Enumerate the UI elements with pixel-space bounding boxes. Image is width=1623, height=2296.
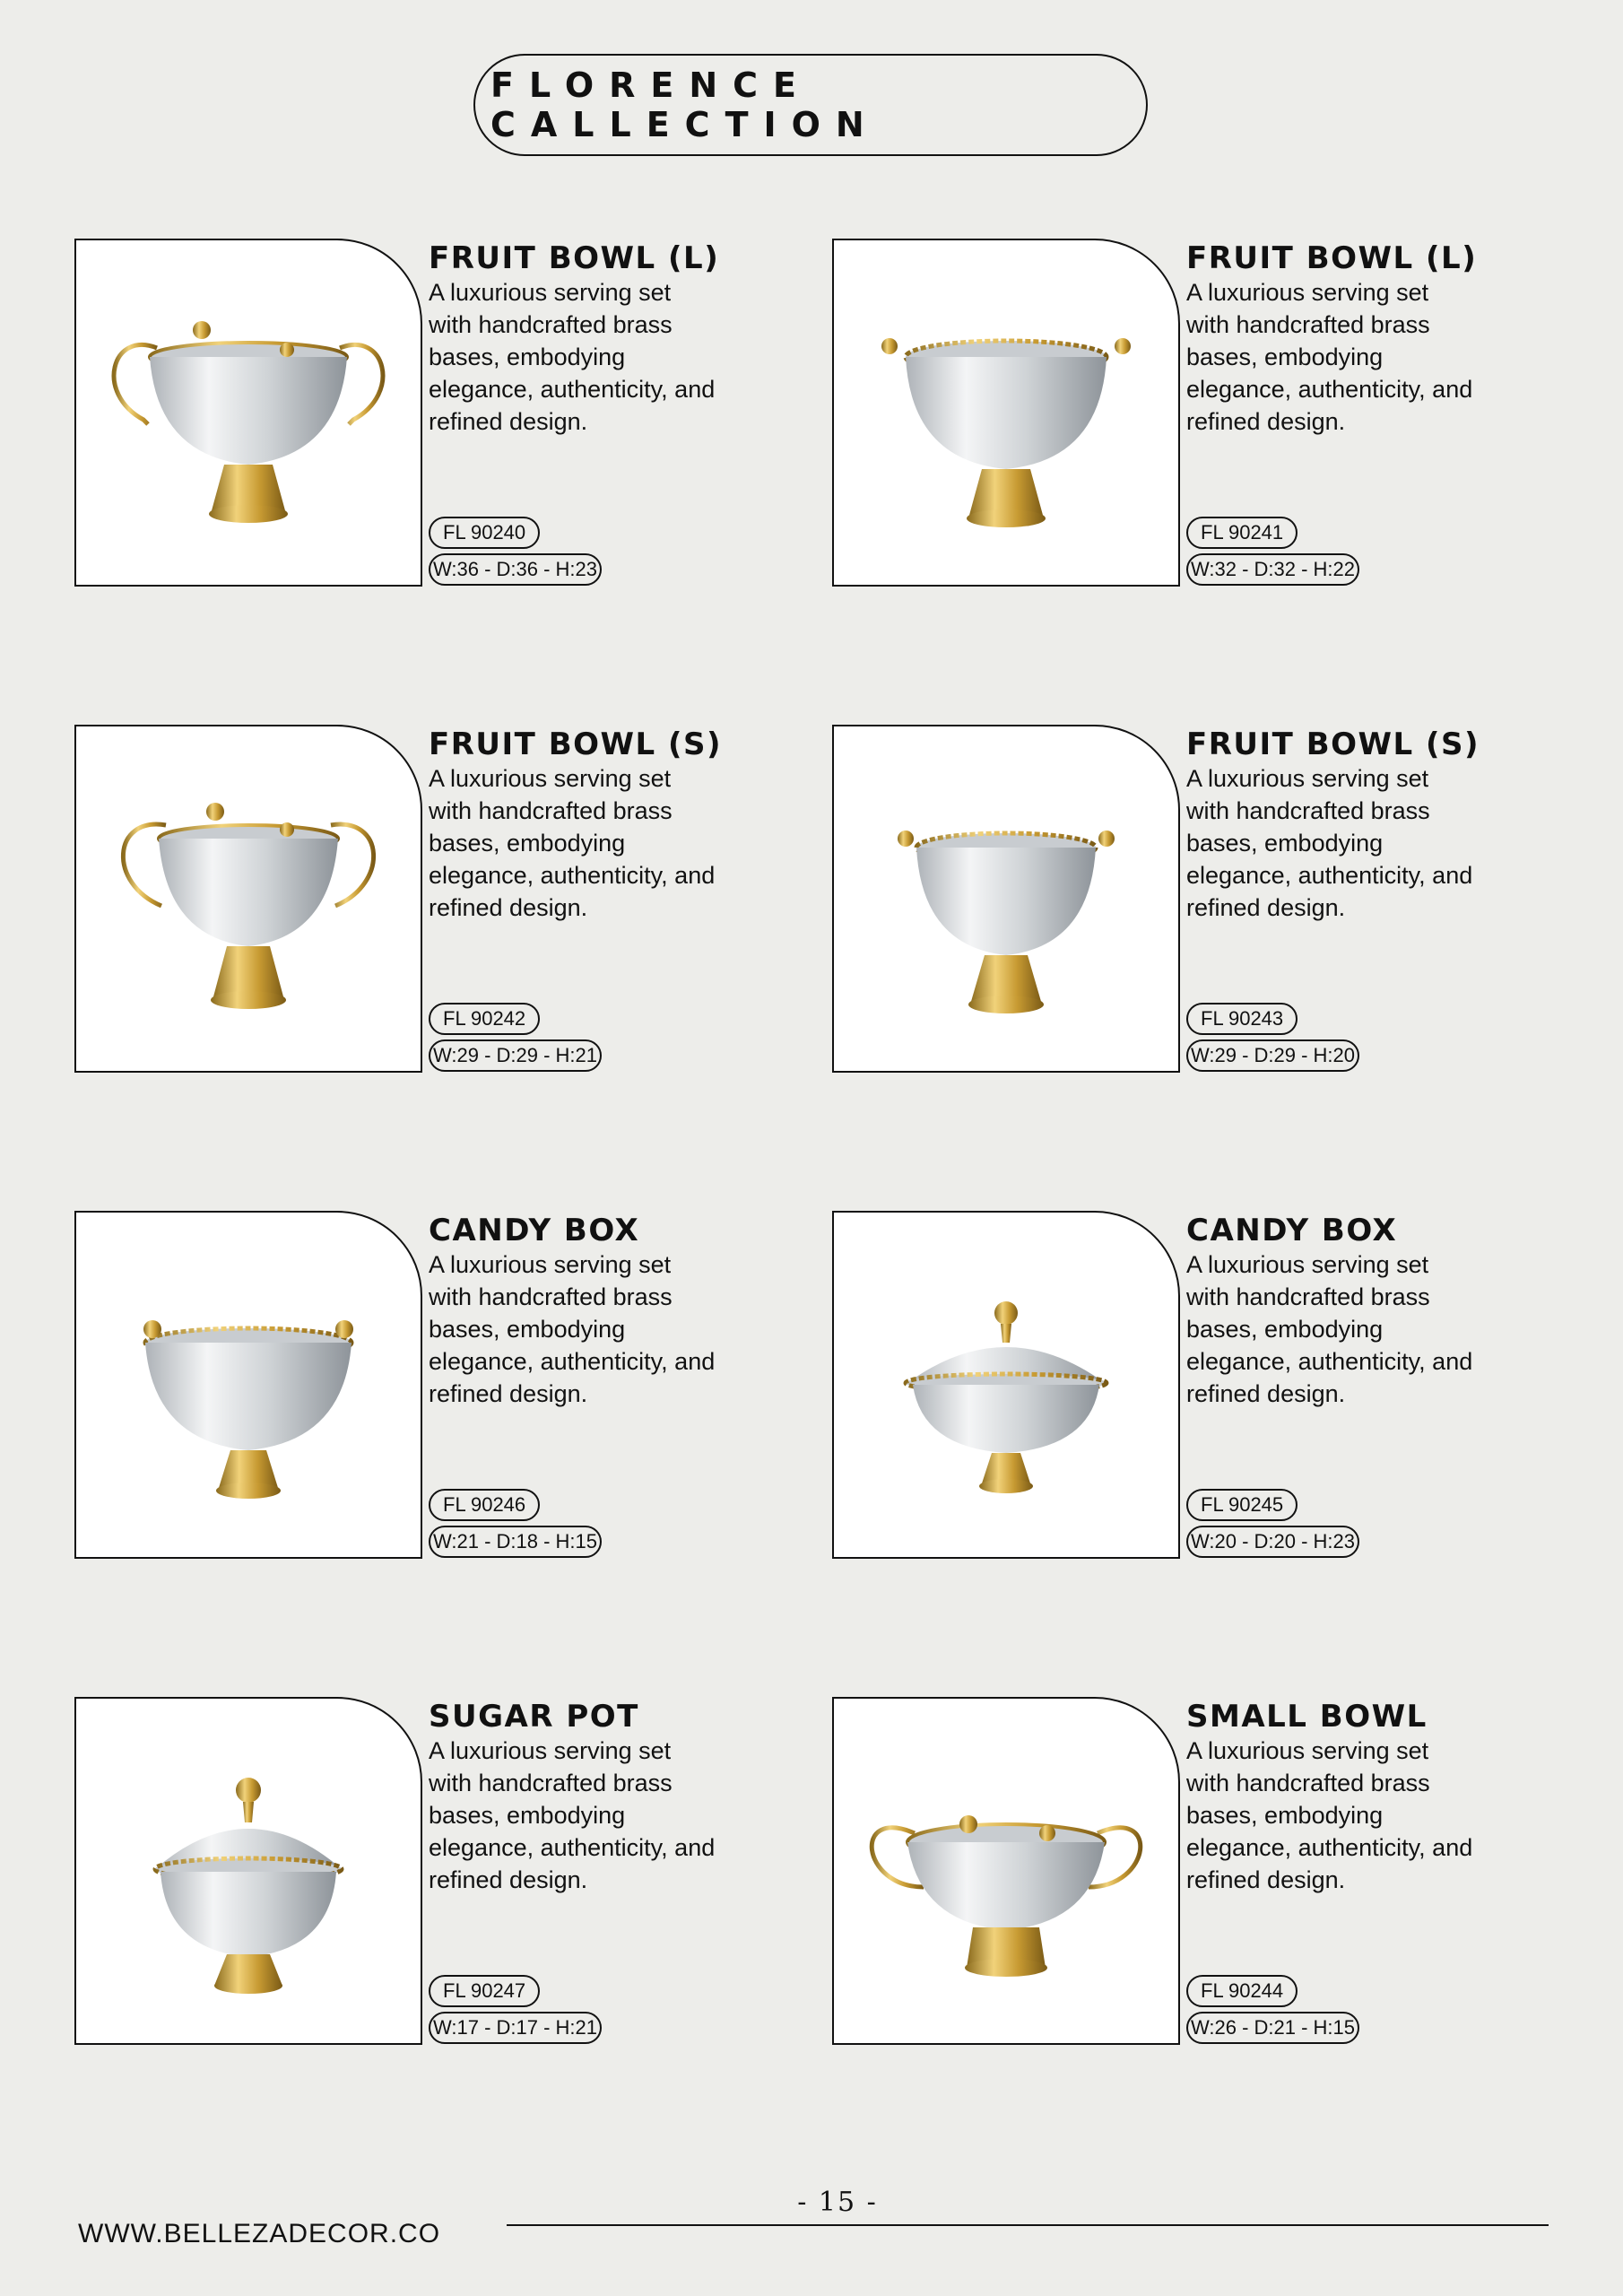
lidded-candy-box-image <box>834 1213 1178 1557</box>
product-image-frame <box>74 239 422 587</box>
candy-bowl-image <box>76 1213 421 1557</box>
product-name: FRUIT BOWL (L) <box>429 240 720 276</box>
bowl-with-handles-image <box>76 240 421 585</box>
product-code-badge: FL 90243 <box>1186 1003 1298 1035</box>
product-image-frame <box>832 725 1180 1073</box>
product-dimensions-badge: W:32 - D:32 - H:22 <box>1186 553 1359 586</box>
product-dimensions-badge: W:21 - D:18 - H:15 <box>429 1526 602 1558</box>
rope-rim-bowl-image <box>834 240 1178 585</box>
product-name: FRUIT BOWL (L) <box>1186 240 1478 276</box>
product-image-frame <box>832 1697 1180 2045</box>
product-info <box>1186 239 1545 438</box>
product-description: A luxurious serving set with handcrafted brass bases, embodying elegance, authenticity, and refined design. <box>429 765 716 921</box>
product-image-frame <box>74 1211 422 1559</box>
product-code-badge: FL 90242 <box>429 1003 540 1035</box>
product-dimensions-badge: W:29 - D:29 - H:21 <box>429 1039 602 1072</box>
product-card[interactable] <box>832 239 1541 588</box>
product-info <box>429 1697 787 1896</box>
bowl-with-handles-image <box>76 726 421 1071</box>
product-description: A luxurious serving set with handcrafted brass bases, embodying elegance, authenticity, and refined design. <box>1186 1737 1473 1893</box>
product-name: FRUIT BOWL (S) <box>1186 726 1480 762</box>
product-info <box>429 725 787 924</box>
product-name: FRUIT BOWL (S) <box>429 726 723 762</box>
product-code-badge: FL 90247 <box>429 1975 540 2007</box>
product-code-badge: FL 90246 <box>429 1489 540 1521</box>
product-image-frame <box>74 1697 422 2045</box>
product-name: CANDY BOX <box>1186 1213 1398 1248</box>
collection-title-pill <box>473 54 1148 156</box>
product-description: A luxurious serving set with handcrafted brass bases, embodying elegance, authenticity, and refined design. <box>1186 1251 1473 1407</box>
product-code-badge: FL 90245 <box>1186 1489 1298 1521</box>
product-info <box>1186 725 1545 924</box>
product-description: A luxurious serving set with handcrafted brass bases, embodying elegance, authenticity, and refined design. <box>1186 279 1473 435</box>
product-card[interactable] <box>74 725 783 1074</box>
product-image-frame <box>832 239 1180 587</box>
product-image-frame <box>74 725 422 1073</box>
product-card[interactable] <box>832 1211 1541 1561</box>
website-link[interactable]: WWW.BELLEZADECOR.CO <box>78 2219 441 2248</box>
product-dimensions-badge: W:29 - D:29 - H:20 <box>1186 1039 1359 1072</box>
product-code-badge: FL 90240 <box>429 517 540 549</box>
product-card[interactable] <box>74 239 783 588</box>
footer-divider <box>507 2224 1549 2226</box>
product-card[interactable] <box>832 725 1541 1074</box>
product-dimensions-badge: W:20 - D:20 - H:23 <box>1186 1526 1359 1558</box>
product-code-badge: FL 90244 <box>1186 1975 1298 2007</box>
rope-rim-bowl-image <box>834 726 1178 1071</box>
collection-title: FLORENCE CALLECTION <box>490 65 880 144</box>
product-info <box>1186 1697 1545 1896</box>
product-card[interactable] <box>74 1211 783 1561</box>
product-description: A luxurious serving set with handcrafted brass bases, embodying elegance, authenticity, and refined design. <box>429 1737 716 1893</box>
product-info <box>1186 1211 1545 1410</box>
product-name: SUGAR POT <box>429 1699 639 1735</box>
product-info <box>429 1211 787 1410</box>
lidded-sugar-pot-image <box>76 1699 421 2043</box>
product-description: A luxurious serving set with handcrafted brass bases, embodying elegance, authenticity, and refined design. <box>429 1251 716 1407</box>
product-card[interactable] <box>74 1697 783 2047</box>
product-info <box>429 239 787 438</box>
page-number: - 15 - <box>797 2187 878 2218</box>
product-image-frame <box>832 1211 1180 1559</box>
product-dimensions-badge: W:36 - D:36 - H:23 <box>429 553 602 586</box>
product-description: A luxurious serving set with handcrafted brass bases, embodying elegance, authenticity, and refined design. <box>1186 765 1473 921</box>
product-code-badge: FL 90241 <box>1186 517 1298 549</box>
product-name: CANDY BOX <box>429 1213 640 1248</box>
product-dimensions-badge: W:17 - D:17 - H:21 <box>429 2012 602 2044</box>
oval-small-bowl-image <box>834 1699 1178 2043</box>
product-description: A luxurious serving set with handcrafted brass bases, embodying elegance, authenticity, and refined design. <box>429 279 716 435</box>
product-name: SMALL BOWL <box>1186 1699 1428 1735</box>
product-dimensions-badge: W:26 - D:21 - H:15 <box>1186 2012 1359 2044</box>
product-card[interactable] <box>832 1697 1541 2047</box>
